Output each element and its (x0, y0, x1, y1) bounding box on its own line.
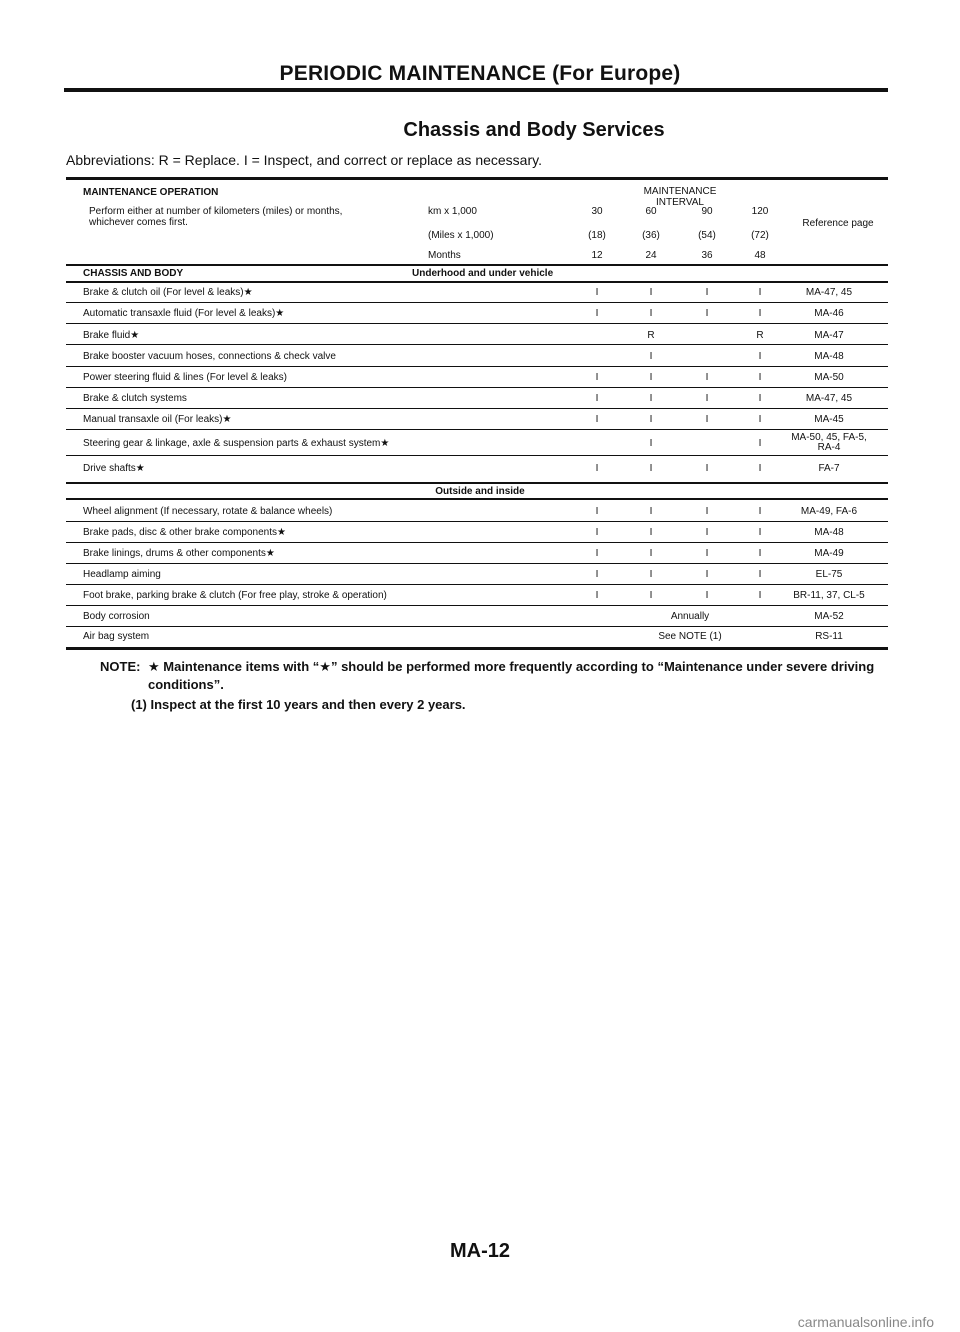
row-separator-rule (66, 605, 888, 606)
table-row-reference: MA-52 (814, 611, 844, 622)
table-row-name: Brake booster vacuum hoses, connections & check valve (83, 351, 336, 362)
table-row-name: Brake fluid★ (83, 330, 140, 341)
table-bottom-rule (66, 647, 888, 650)
table-row-interval-cell: I (649, 438, 653, 449)
table-row-interval-cell: I (595, 569, 599, 580)
abbreviations-line: Abbreviations: R = Replace. I = Inspect, and correct or replace as necessary. (66, 152, 542, 168)
table-top-rule (66, 177, 888, 180)
unit-miles-label: (Miles x 1,000) (428, 230, 494, 241)
table-row-interval-cell: I (649, 569, 653, 580)
note-line-2: conditions”. (148, 677, 224, 692)
chassis-body-heading: CHASSIS AND BODY (83, 268, 184, 279)
table-row-name: Drive shafts★ (83, 463, 145, 474)
table-row-interval-cell: I (649, 372, 653, 383)
table-row-interval-cell: I (758, 527, 762, 538)
table-row-reference: MA-50 (814, 372, 844, 383)
table-row-interval-cell: I (595, 548, 599, 559)
months-36: 36 (701, 250, 713, 261)
table-row-interval-cell: I (705, 548, 709, 559)
note-line-1: ★ Maintenance items with “★” should be performed more frequently according to “Maintenance under severe driving (148, 659, 875, 674)
unit-km-label: km x 1,000 (428, 206, 477, 217)
row-separator-rule (66, 323, 888, 324)
table-row-interval-cell: I (705, 569, 709, 580)
table-row-interval-cell: I (595, 463, 599, 474)
row-separator-rule (66, 387, 888, 388)
table-row-interval-cell: I (649, 414, 653, 425)
row-separator-rule (66, 366, 888, 367)
table-row-reference-cont: RA-4 (817, 442, 841, 453)
table-row-interval-cell: I (705, 506, 709, 517)
table-row-reference: MA-48 (814, 527, 844, 538)
months-48: 48 (754, 250, 766, 261)
table-row-interval-cell: I (595, 308, 599, 319)
section-title: Chassis and Body Services (403, 119, 665, 141)
table-row-reference: MA-45 (814, 414, 844, 425)
table-row-interval-cell: I (649, 548, 653, 559)
table-row-interval-cell: I (758, 506, 762, 517)
note-line-3: (1) Inspect at the first 10 years and then every 2 years. (131, 697, 466, 712)
months-12: 12 (591, 250, 603, 261)
table-row-interval-cell: I (649, 308, 653, 319)
table-row-name: Brake & clutch systems (83, 393, 187, 404)
table-row-name: Air bag system (83, 631, 150, 642)
km-90: 90 (701, 206, 713, 217)
table-row-name: Body corrosion (83, 611, 150, 622)
unit-months-label: Months (428, 250, 461, 261)
subheading-rule-1 (66, 281, 888, 283)
table-row-name: Power steering fluid & lines (For level & leaks) (83, 372, 287, 383)
table-row-interval-cell: I (758, 569, 762, 580)
table-row-name: Foot brake, parking brake & clutch (For free play, stroke & operation) (83, 590, 387, 601)
table-row-interval-cell: I (758, 590, 762, 601)
table-row-interval-cell: R (756, 330, 764, 341)
header-bottom-rule (66, 264, 888, 266)
page-header-title: PERIODIC MAINTENANCE (For Europe) (279, 62, 681, 85)
km-120: 120 (751, 206, 769, 217)
table-row-interval-cell: I (595, 527, 599, 538)
miles-72: (72) (751, 230, 769, 241)
table-row-reference: MA-47, 45 (805, 287, 853, 298)
km-60: 60 (645, 206, 657, 217)
table-row-interval-cell: I (758, 308, 762, 319)
watermark-text: carmanualsonline.info (797, 1314, 934, 1330)
table-row-interval-cell: I (595, 506, 599, 517)
operation-description-line1: Perform either at number of kilometers (miles) or months, (89, 206, 343, 217)
table-row-name: Headlamp aiming (83, 569, 161, 580)
table-row-interval-cell: I (705, 308, 709, 319)
table-row-interval-cell: I (758, 287, 762, 298)
table-row-interval-cell: I (705, 287, 709, 298)
table-row-reference: MA-47, 45 (805, 393, 853, 404)
row-separator-rule (66, 563, 888, 564)
table-row-interval-cell: I (705, 372, 709, 383)
table-row-interval-cell: I (705, 527, 709, 538)
table-row-interval-cell: I (649, 506, 653, 517)
note-label: NOTE: (100, 659, 141, 674)
row-separator-rule (66, 626, 888, 627)
table-row-interval-cell: I (758, 372, 762, 383)
table-row-reference: RS-11 (815, 631, 843, 642)
table-row-reference: MA-49 (814, 548, 844, 559)
row-separator-rule (66, 584, 888, 585)
table-row-interval-cell: I (758, 414, 762, 425)
table-row-interval-cell: I (649, 463, 653, 474)
table-row-interval-cell: I (705, 414, 709, 425)
table-row-interval-cell: I (649, 287, 653, 298)
row-separator-rule (66, 429, 888, 430)
table-row-reference: MA-46 (814, 308, 844, 319)
row-separator-rule (66, 521, 888, 522)
table-row-interval-cell: I (595, 393, 599, 404)
row-separator-rule (66, 344, 888, 345)
table-row-interval-cell: I (649, 590, 653, 601)
table-row-interval-cell: I (758, 438, 762, 449)
row-separator-rule (66, 302, 888, 303)
table-row-interval-cell: R (647, 330, 655, 341)
table-row-name: Automatic transaxle fluid (For level & leaks)★ (83, 308, 285, 319)
table-row-reference: BR-11, 37, CL-5 (793, 590, 865, 601)
table-row-interval-cell: I (595, 414, 599, 425)
miles-54: (54) (698, 230, 716, 241)
table-row-interval-span: See NOTE (1) (658, 631, 722, 642)
table-row-reference: MA-50, 45, FA-5, (791, 432, 867, 443)
table-row-name: Brake linings, drums & other components★ (83, 548, 275, 559)
km-30: 30 (591, 206, 603, 217)
table-row-reference: MA-47 (814, 330, 844, 341)
group1-bottom-rule (66, 482, 888, 484)
table-row-reference: FA-7 (818, 463, 840, 474)
maintenance-interval-heading: MAINTENANCE INTERVAL (643, 186, 717, 208)
miles-18: (18) (588, 230, 606, 241)
table-row-name: Brake pads, disc & other brake components★ (83, 527, 286, 538)
table-row-interval-cell: I (758, 548, 762, 559)
table-row-name: Manual transaxle oil (For leaks)★ (83, 414, 232, 425)
underhood-subheading: Underhood and under vehicle (412, 268, 554, 279)
table-row-reference: EL-75 (815, 569, 843, 580)
table-row-interval-cell: I (649, 393, 653, 404)
outside-inside-subheading: Outside and inside (435, 486, 525, 497)
maintenance-operation-heading: MAINTENANCE OPERATION (83, 187, 219, 198)
table-row-name: Brake & clutch oil (For level & leaks)★ (83, 287, 253, 298)
operation-description-line2: whichever comes first. (89, 217, 188, 228)
row-separator-rule (66, 542, 888, 543)
table-row-reference: MA-49, FA-6 (800, 506, 858, 517)
table-row-interval-cell: I (758, 393, 762, 404)
table-row-interval-cell: I (649, 527, 653, 538)
row-separator-rule (66, 408, 888, 409)
subheading-rule-2 (66, 498, 888, 500)
table-row-interval-cell: I (649, 351, 653, 362)
table-row-interval-span: Annually (670, 611, 710, 622)
row-separator-rule (66, 455, 888, 456)
page-number: MA-12 (449, 1240, 510, 1262)
miles-36: (36) (642, 230, 660, 241)
table-row-interval-cell: I (595, 590, 599, 601)
table-row-name: Wheel alignment (If necessary, rotate & balance wheels) (83, 506, 333, 517)
table-row-interval-cell: I (758, 463, 762, 474)
table-row-interval-cell: I (758, 351, 762, 362)
table-row-interval-cell: I (705, 590, 709, 601)
table-row-interval-cell: I (705, 393, 709, 404)
table-row-reference: MA-48 (814, 351, 844, 362)
reference-page-heading: Reference page (802, 218, 874, 229)
header-rule (64, 88, 888, 92)
table-row-name: Steering gear & linkage, axle & suspension parts & exhaust system★ (83, 438, 390, 449)
table-row-interval-cell: I (595, 287, 599, 298)
table-row-interval-cell: I (595, 372, 599, 383)
months-24: 24 (645, 250, 657, 261)
table-row-interval-cell: I (705, 463, 709, 474)
